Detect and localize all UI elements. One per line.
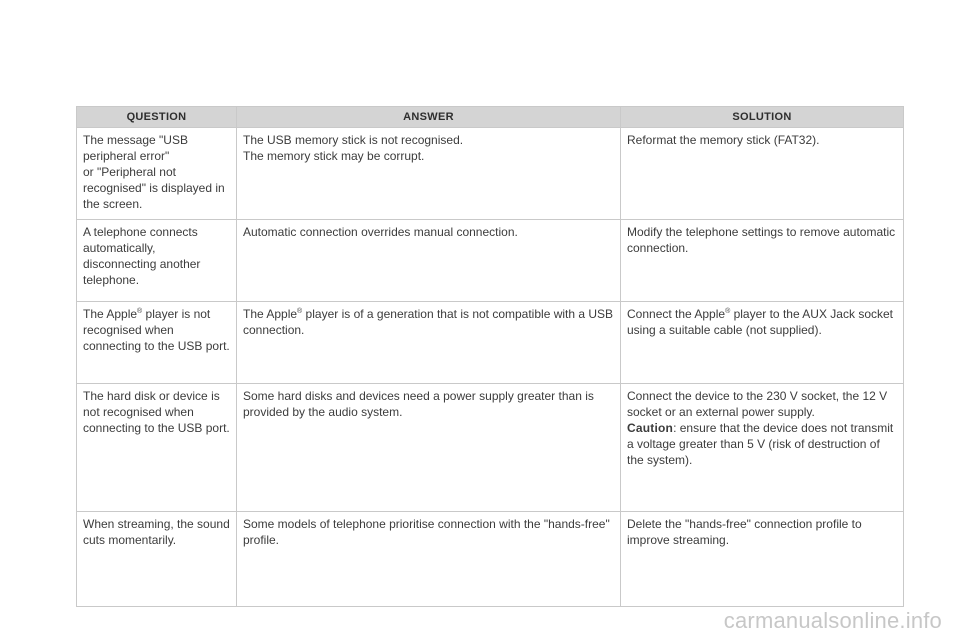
answer-cell — [237, 302, 621, 384]
question-text: or "Peripheral not recognised" is displayed in the screen. — [83, 165, 225, 211]
registered-mark: ® — [137, 308, 143, 315]
solution-text: Delete the "hands-free" connection profile to improve streaming. — [627, 517, 862, 547]
solution-text-start: Connect the Apple — [627, 307, 726, 321]
solution-text-end: player to the AUX Jack socket using a suitable cable (not supplied). — [627, 307, 893, 337]
question-text: The hard disk or device is not recognised when connecting to the USB port. — [83, 389, 230, 435]
question-text-start: The Apple — [83, 307, 138, 321]
table-row — [77, 220, 904, 302]
answer-text-end: player is of a generation that is not compatible with a USB connection. — [243, 307, 614, 337]
solution-cell — [621, 128, 904, 220]
table-row — [77, 128, 904, 220]
solution-cell — [621, 302, 904, 384]
solution-cell — [621, 220, 904, 302]
question-cell — [77, 302, 237, 384]
answer-text: Automatic connection overrides manual connection. — [243, 225, 518, 239]
solution-text: Modify the telephone settings to remove automatic connection. — [627, 225, 896, 255]
table-row — [77, 302, 904, 384]
answer-cell — [237, 512, 621, 607]
question-text-end: player is not recognised when connecting to the USB port. — [83, 307, 230, 353]
watermark-text: carmanualsonline.info — [723, 608, 942, 633]
answer-cell — [237, 220, 621, 302]
table-row — [77, 384, 904, 512]
header-row — [77, 107, 904, 128]
question-cell — [77, 512, 237, 607]
solution-text: Reformat the memory stick (FAT32). — [627, 133, 820, 147]
answer-cell — [237, 128, 621, 220]
table-row — [77, 512, 904, 607]
answer-cell — [237, 384, 621, 512]
question-text: A telephone connects automatically, disconnecting another telephone. — [83, 225, 201, 287]
answer-text: Some models of telephone prioritise connection with the "hands-free" profile. — [243, 517, 610, 547]
question-cell — [77, 384, 237, 512]
answer-text-start: The Apple — [243, 307, 298, 321]
faq-table — [76, 106, 904, 607]
answer-text: The USB memory stick is not recognised. — [243, 133, 464, 147]
question-cell — [77, 128, 237, 220]
registered-mark: ® — [725, 308, 731, 315]
answer-text: The memory stick may be corrupt. — [243, 149, 425, 163]
header-solution: SOLUTION — [621, 107, 904, 128]
solution-cell — [621, 384, 904, 512]
solution-text: Connect the device to the 230 V socket, the 12 V socket or an external power supply. — [627, 389, 888, 419]
caution-note — [627, 420, 897, 468]
caution-text: : ensure that the device does not transmit a voltage greater than 5 V (risk of destruction of the system). — [627, 421, 894, 467]
solution-cell — [621, 512, 904, 607]
answer-text: Some hard disks and devices need a power supply greater than is provided by the audio system. — [243, 389, 594, 419]
question-cell — [77, 220, 237, 302]
header-question: QUESTION — [77, 107, 237, 128]
header-answer: ANSWER — [237, 107, 621, 128]
question-text: The message "USB peripheral error" — [83, 133, 188, 163]
caution-label: Caution — [627, 421, 674, 435]
question-text: When streaming, the sound cuts momentarily. — [83, 517, 230, 547]
registered-mark: ® — [297, 308, 303, 315]
